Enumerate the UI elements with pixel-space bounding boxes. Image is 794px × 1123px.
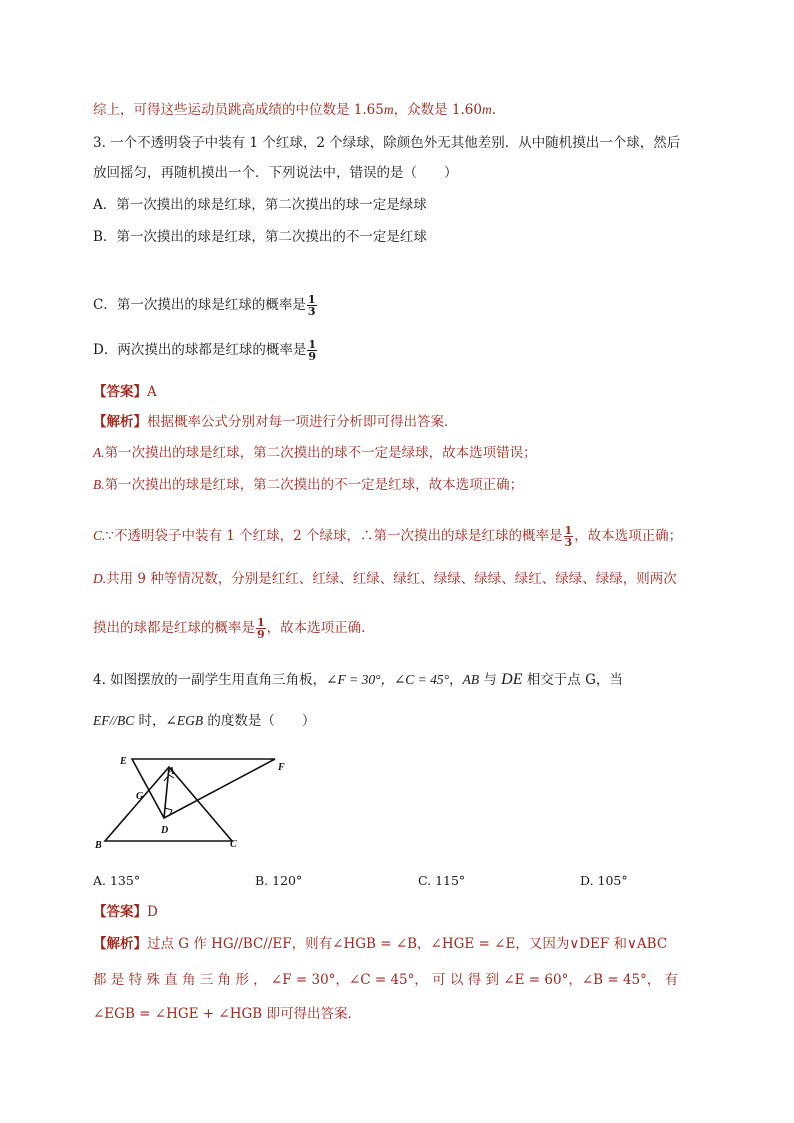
q4-analysis-line3: ∠EGB = ∠HGE + ∠HGB 即可得出答案． (93, 1006, 361, 1022)
q3-option-c (93, 294, 318, 317)
stem-text: 与 (479, 672, 502, 688)
q3-analysis (93, 413, 458, 431)
label-d: D (161, 825, 169, 836)
q4-options (93, 873, 713, 891)
q4-option-a: A. 135° (93, 873, 141, 888)
right-angle-d (165, 808, 172, 815)
math-expr: ∠EGB (165, 713, 204, 728)
summary-text: . (491, 102, 497, 118)
item-text: ，故本选项正确； (574, 528, 683, 544)
q3-analysis-c (93, 525, 682, 548)
fraction (564, 525, 574, 548)
math-expr: AB (462, 672, 480, 687)
label-a: A (168, 766, 175, 777)
summary-text: ，众数是 1.60 (393, 102, 482, 118)
answer-tag: 【答案】 (93, 384, 147, 400)
fraction-denominator: 3 (564, 536, 573, 549)
fraction (307, 294, 317, 317)
q4-stem-line2 (93, 712, 315, 730)
answer-value: D (147, 904, 158, 920)
stem-text: 4. 如图摆放的一副学生用直角三角板， (93, 672, 327, 688)
item-label: D. (93, 571, 107, 586)
q4-option-b: B. 120° (255, 873, 303, 888)
label-g: G (136, 791, 144, 802)
fraction-numerator: 1 (308, 338, 316, 351)
q4-option-d: D. 105° (580, 873, 628, 888)
label-c: C (230, 839, 237, 850)
q3-stem-line2: 放回摇匀，再随机摸出一个．下列说法中，错误的是（ ） (93, 165, 458, 181)
analysis-tag: 【解析】 (93, 414, 147, 430)
triangle-def (132, 759, 275, 818)
stem-text: ， (449, 672, 463, 688)
item-label: A. (93, 445, 105, 460)
option-text: D．两次摸出的球都是红球的概率是 (93, 342, 307, 358)
fraction-numerator: 1 (564, 524, 573, 537)
q3-stem-line1: 3. 一个不透明袋子中装有 1 个红球，2 个绿球，除颜色外无其他差别．从中随机摸出一个球，然后 (93, 135, 681, 151)
item-text: ，故本选项正确. (266, 620, 366, 636)
unit-m: m (481, 102, 492, 117)
stem-text: 的度数是（ ） (203, 713, 316, 729)
q3-option-d (93, 339, 318, 362)
answer-tag: 【答案】 (93, 904, 147, 920)
q3-analysis-a (93, 444, 537, 462)
unit-m: m (383, 102, 394, 117)
math-expr: EF//BC (93, 713, 135, 728)
summary-line (93, 101, 496, 119)
stem-text: 时， (134, 713, 166, 729)
label-e: E (120, 756, 127, 767)
q3-answer (93, 383, 157, 401)
fraction-numerator: 1 (257, 616, 265, 629)
q3-option-b: B．第一次摸出的球是红球，第二次摸出的不一定是红球 (93, 229, 427, 245)
q4-analysis-line2: 都 是 特 殊 直 角 三 角 形 ， ∠F = 30°，∠C = 45°， 可 以 得 到 ∠E = 60°，∠B = 45°， 有 (93, 972, 679, 988)
q3-option-a: A．第一次摸出的球是红球，第二次摸出的球一定是绿球 (93, 197, 427, 213)
triangle-figure (88, 748, 298, 856)
item-text: 共用 9 种等情况数，分别是红红、红绿、红绿、绿红、绿绿、绿绿、绿红、绿绿、绿绿，则两次 (106, 571, 677, 587)
analysis-tag: 【解析】 (93, 936, 147, 952)
analysis-text: 过点 G 作 HG//BC//EF，则有∠HGB = ∠B，∠HGE = ∠E，又因为∨DEF 和∨ABC (147, 936, 668, 952)
summary-text: 综上，可得这些运动员跳高成绩的中位数是 1.65 (93, 102, 384, 118)
q4-analysis-line1 (93, 935, 667, 953)
q4-stem-line1 (93, 671, 623, 689)
q3-analysis-b (93, 476, 523, 494)
q3-analysis-d2 (93, 617, 365, 640)
fraction (307, 339, 317, 362)
item-text: 第一次摸出的球是红球，第二次摸出的球不一定是绿球，故本选项错误； (104, 445, 537, 461)
q4-answer (93, 903, 158, 921)
item-text: 摸出的球都是红球的概率是 (93, 620, 255, 636)
fraction-denominator: 9 (308, 350, 316, 363)
item-text: 第一次摸出的球是红球，第二次摸出的不一定是红球，故本选项正确； (104, 477, 524, 493)
fraction-numerator: 1 (307, 293, 316, 306)
q4-option-c: C. 115° (418, 873, 466, 888)
option-text: C．第一次摸出的球是红球的概率是 (93, 297, 306, 313)
label-f: F (278, 762, 285, 773)
item-label: C. (93, 528, 106, 543)
analysis-text: 根据概率公式分别对每一项进行分析即可得出答案． (147, 414, 458, 430)
item-text: ∵不透明袋子中装有 1 个红球，2 个绿球，∴第一次摸出的球是红球的概率是 (105, 528, 563, 544)
item-label: B. (93, 477, 105, 492)
label-b: B (95, 840, 102, 851)
math-expr: DE (501, 671, 523, 688)
figure-lines (105, 759, 275, 841)
answer-value: A (147, 384, 157, 400)
fraction-denominator: 9 (257, 628, 265, 641)
stem-text: 相交于点 G，当 (522, 672, 623, 688)
math-expr: ∠F = 30°，∠C = 45° (326, 672, 450, 687)
fraction-denominator: 3 (307, 305, 316, 318)
q3-analysis-d (93, 570, 677, 588)
fraction (256, 617, 266, 640)
